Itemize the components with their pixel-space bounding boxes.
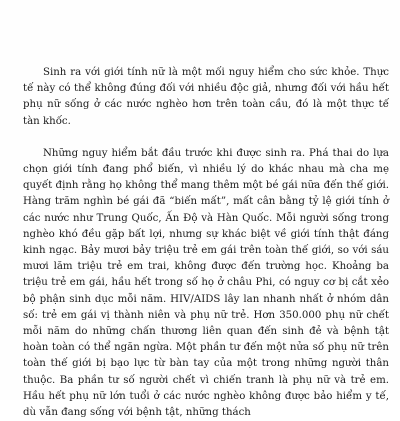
paragraph-1: Sinh ra với giới tính nữ là một mối nguy hiểm cho sức khỏe. Thực tế này có thể không đúng đối với nhiều độc giả, nhưng đối với hầu hết phụ nữ sống ở các nước nghèo hơn trên toàn cầu, đó là một thực tế tàn khốc. bbox=[23, 67, 389, 127]
paragraph-2: Những nguy hiểm bắt đầu trước khi được sinh ra. Phá thai do lựa chọn giới tính đang phổ biến, vì nhiều lý do khác nhau mà cha mẹ quyết định rằng họ không thể mang thêm một bé gái nữa đến thế giới. Hàng trăm nghìn bé gái đã “biến mất”, mất cân bằng tỷ lệ giới tính ở các nước như Trung Quốc, Ấn Độ và Hàn Quốc. Mỗi người sống trong nghèo khó đều gặp bất lợi, nhưng sự khác biệt về giới tính thật đáng kinh ngạc. Bảy mươi bảy triệu trẻ em gái trên toàn thế giới, so với sáu mươi lăm triệu trẻ em trai, không được đến trường học. Khoảng ba triệu trẻ em gái, hầu hết trong số họ ở châu Phi, có nguy cơ bị cắt xẻo bộ phận sinh dục mỗi năm. HIV/AIDS lây lan nhanh nhất ở nhóm dân số: trẻ em gái vị thành niên và phụ nữ trẻ. Hơn 350.000 phụ nữ chết mỗi năm do những chấn thương liên quan đến sinh đẻ và bệnh tật hoàn toàn có thể ngăn ngừa. Một phần tư đến một nửa số phụ nữ trên toàn thế giới bị bạo lực từ bàn tay của một trong những người thân thuộc. Ba phần tư số người chết vì chiến tranh là phụ nữ và trẻ em. Hầu hết phụ nữ lớn tuổi ở các nước nghèo không được bảo hiểm y tế, dù vẫn đang sống với bệnh tật, những thách bbox=[23, 147, 389, 419]
body-text bbox=[23, 65, 389, 421]
